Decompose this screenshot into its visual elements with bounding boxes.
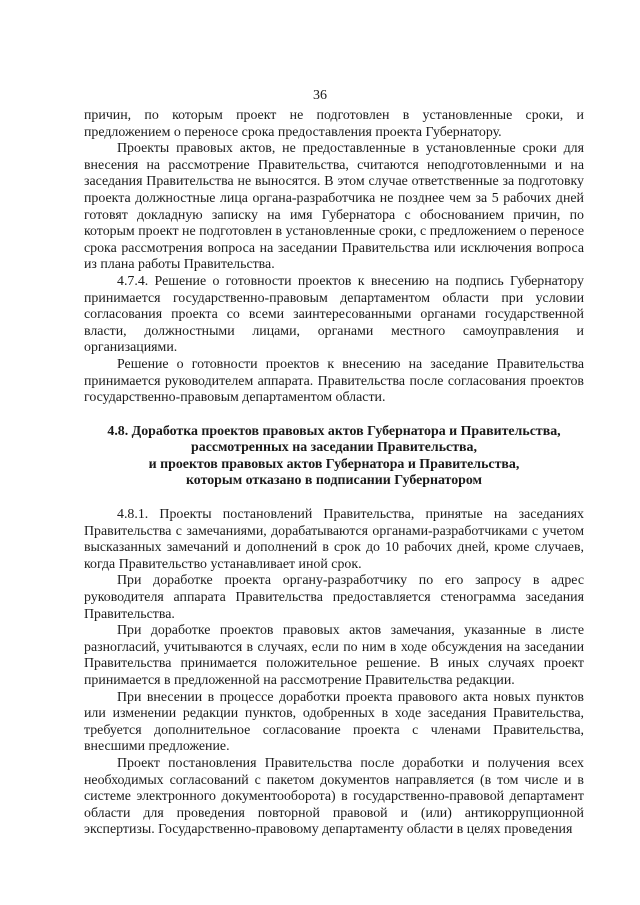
paragraph: 4.7.4. Решение о готовности проектов к внесению на подпись Губернатору принимается государственно-правовым департаментом области при условии согласования проекта со всеми заинтересованными органами государственной власти, должностными лицами, органами местного самоуправления и организациями. bbox=[84, 273, 584, 356]
paragraph: При внесении в процессе доработки проекта правового акта новых пунктов или изменении редакции пунктов, одобренных в ходе заседания Правительства, требуется дополнительное согласование проекта с членами Правительства, внесшими предложение. bbox=[84, 689, 584, 755]
paragraph: Проект постановления Правительства после доработки и получения всех необходимых согласований с пакетом документов направляется (в том числе и в системе электронного документооборота) в государственно-правовой департамент области для проведения повторной правовой и (или) антикоррупционной экспертизы. Государственно-правовому департаменту области в целях проведения bbox=[84, 755, 584, 838]
paragraph: При доработке проекта органу-разработчику по его запросу в адрес руководителя аппарата Правительства предоставляется стенограмма заседания Правительства. bbox=[84, 573, 584, 622]
section-heading-line: рассмотренных на заседании Правительства, bbox=[191, 440, 477, 456]
paragraph: 4.8.1. Проекты постановлений Правительства, принятые на заседаниях Правительства с замечаниями, дорабатываются органами-разработчиками с учетом высказанных замечаний и дополнений в срок до 10 рабочих дней, кроме случаев, когда Правительство устанавливает иной срок. bbox=[84, 507, 584, 572]
paragraph: При доработке проектов правовых актов замечания, указанные в листе разногласий, учитываются в случаях, если по ним в ходе обсуждения на заседании Правительства принимается положительное решение. В иных случаях проект принимается в предложенной на рассмотрение Правительства редакции. bbox=[84, 623, 584, 688]
paragraph: причин, по которым проект не подготовлен в установленные сроки, и предложением о переносе срока предоставления проекта Губернатору. bbox=[84, 108, 584, 140]
section-heading bbox=[84, 424, 584, 490]
section-heading-line: которым отказано в подписании Губернатором bbox=[185, 473, 483, 489]
page-number: 36 bbox=[313, 88, 327, 103]
paragraph: Решение о готовности проектов к внесению на заседание Правительства принимается руководителем аппарата. Правительства после согласования проектов государственно-правовым департаментом области. bbox=[84, 356, 584, 406]
section-heading-line: 4.8. Доработка проектов правовых актов Губернатора и Правительства, bbox=[107, 423, 561, 439]
section-heading-line: и проектов правовых актов Губернатора и Правительства, bbox=[148, 456, 520, 472]
paragraph: Проекты правовых актов, не предоставленные в установленные сроки для внесения на рассмотрение Правительства, считаются неподготовленными и на заседания Правительства не выносятся. В этом случае ответственные за подготовку проекта должностные лица органа-разработчика не позднее чем за 5 рабочих дней готовят докладную записку на имя Губернатора с обоснованием причин, по которым проект не подготовлен в установленные сроки, с предложением о переносе срока рассмотрения вопроса на заседании Правительства или исключения вопроса из плана работы Правительства. bbox=[84, 141, 584, 273]
document-body bbox=[84, 108, 584, 839]
